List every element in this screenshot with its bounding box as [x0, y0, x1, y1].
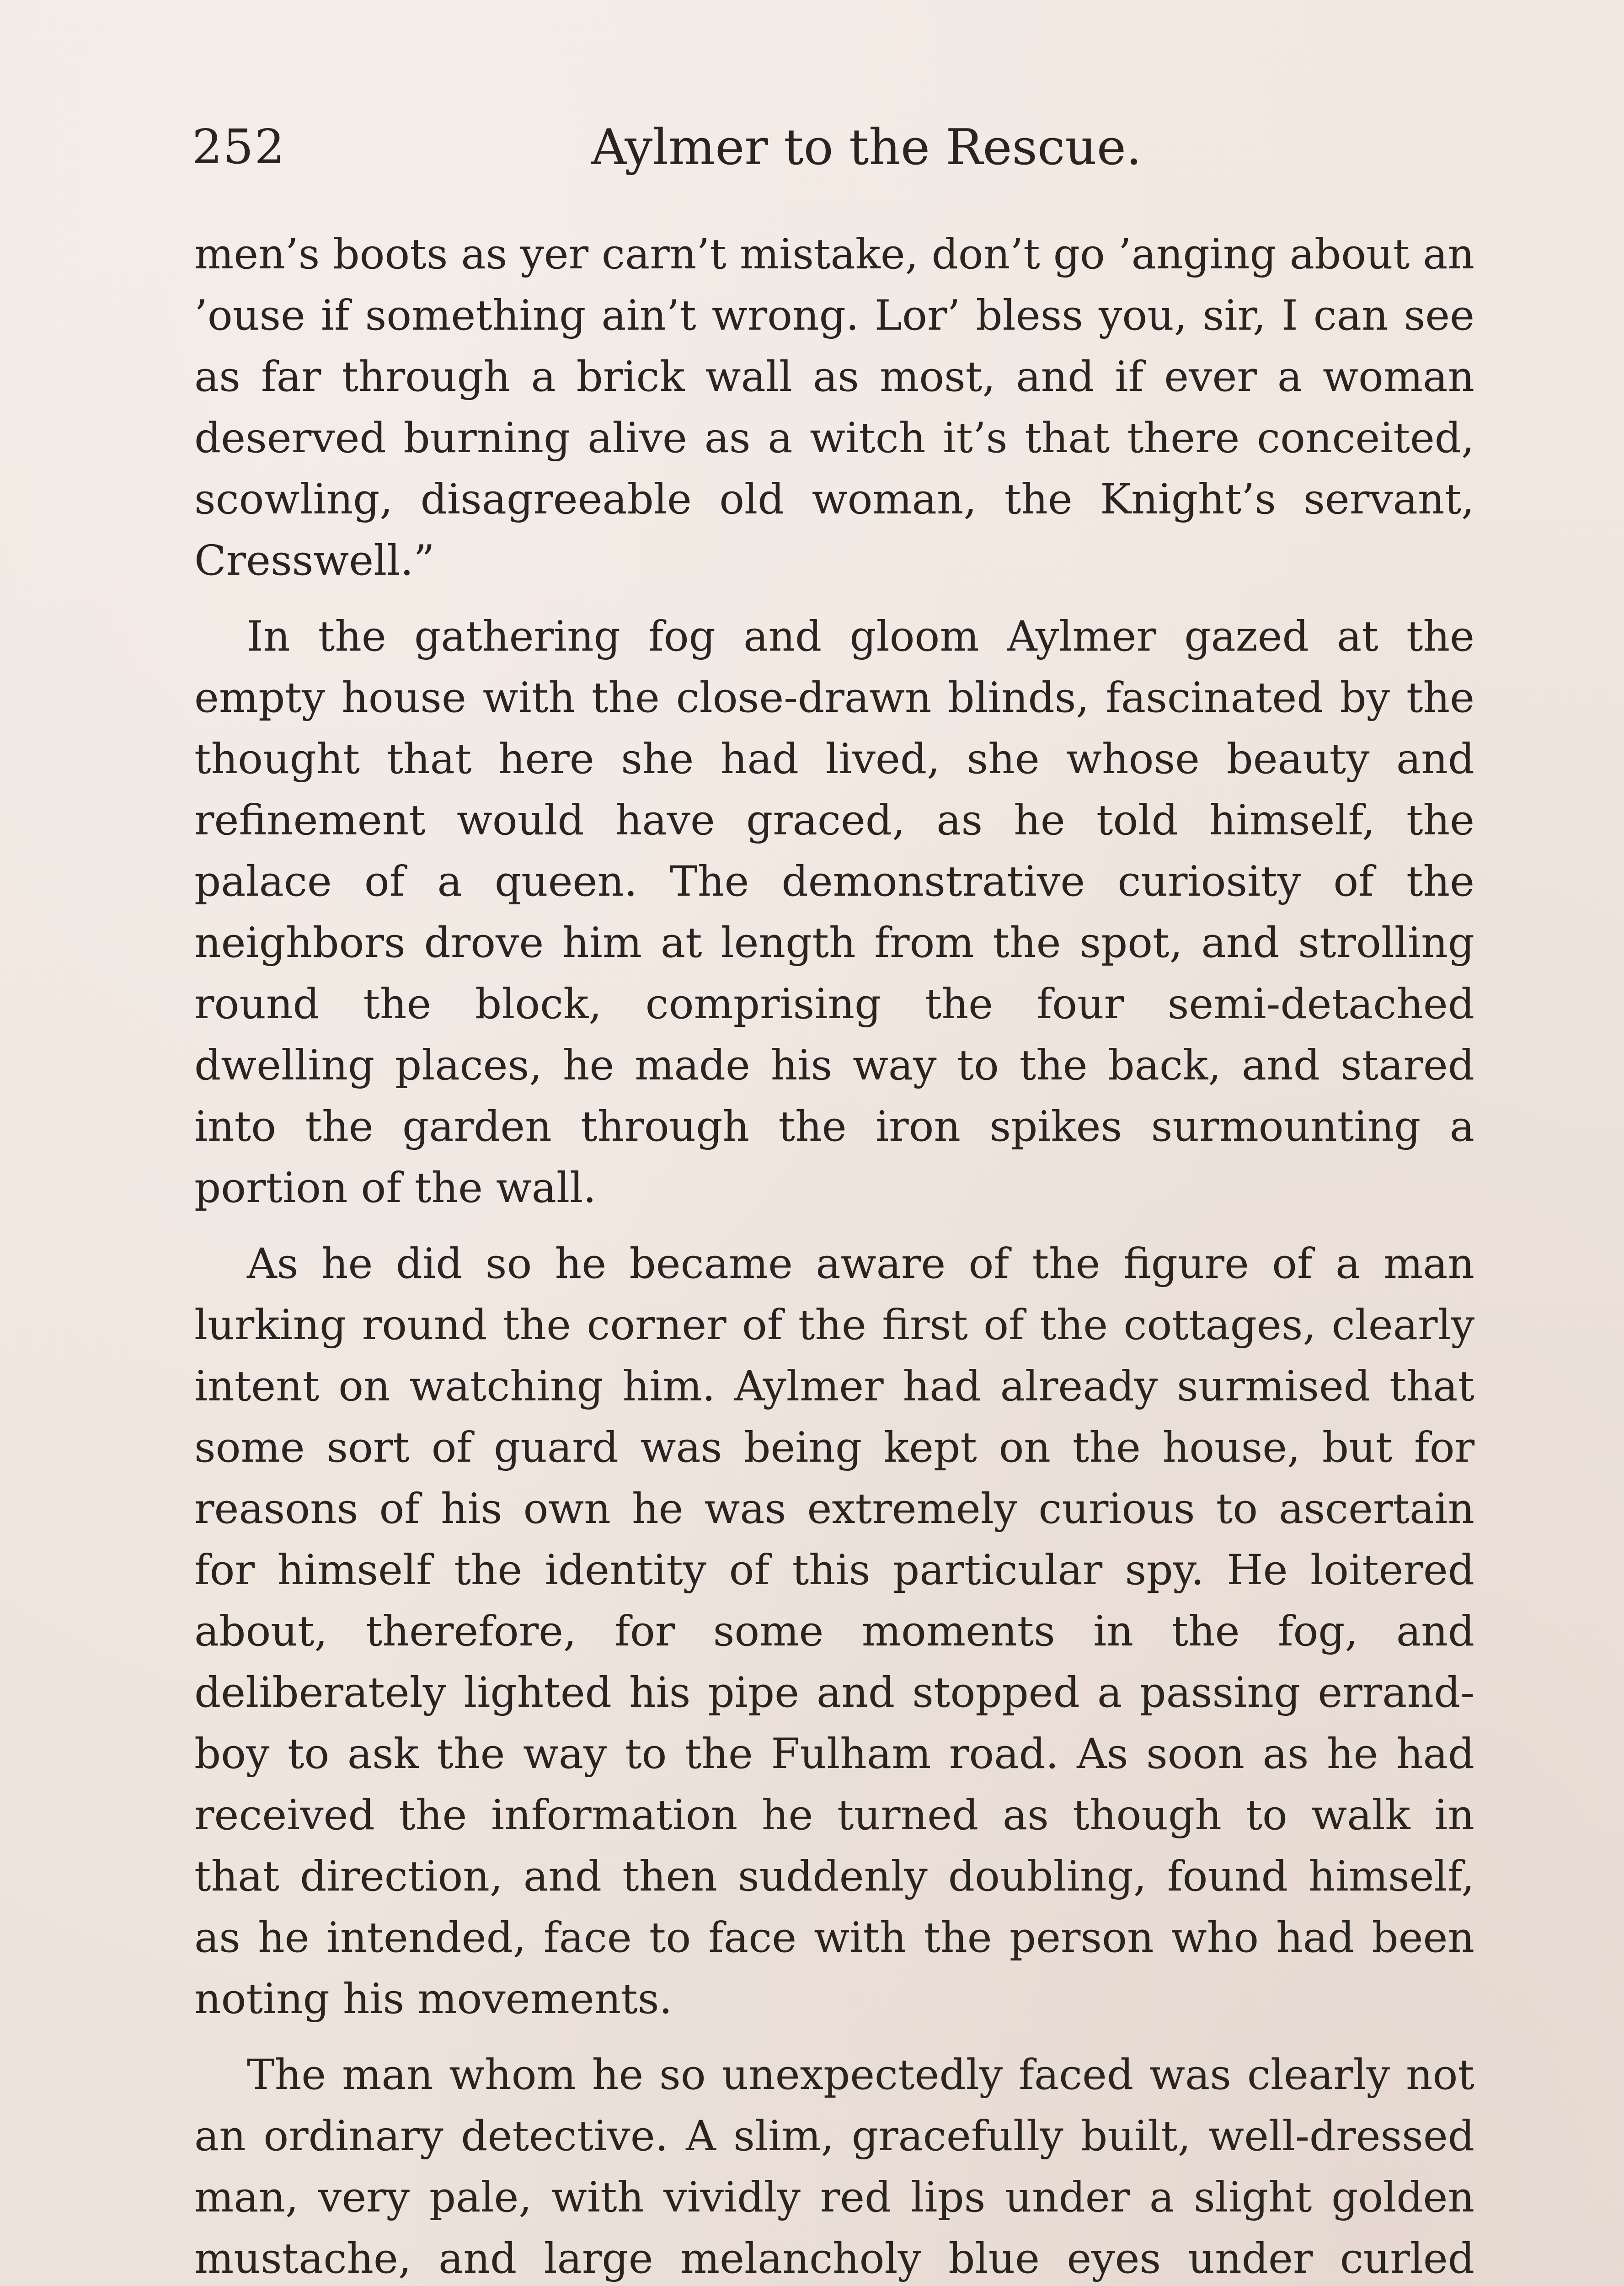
- page-number: 252: [192, 119, 286, 175]
- paragraph: men’s boots as yer carn’t mistake, don’t go ’anging about an ’ouse if something ain’t wrong. Lor’ bless you, sir, I can see as far through a brick wall as most, and if ever a woman deserved burning alive as a witch it’s that there conceited, scowling, disagreeable old woman, the Knight’s servant, Cresswell.”: [194, 230, 1474, 585]
- page-header: [192, 110, 1486, 201]
- paragraph: In the gathering fog and gloom Aylmer gazed at the empty house with the close-drawn blinds, fascinated by the thought that here she had lived, she whose beauty and refinement would have graced, as he told himself, the palace of a queen. The demonstrative curiosity of the neighbors drove him at length from the spot, and strolling round the block, comprising the four semi-detached dwelling places, he made his way to the back, and stared into the garden through the iron spikes surmounting a portion of the wall.: [194, 613, 1474, 1212]
- paragraph: As he did so he became aware of the figure of a man lurking round the corner of the first of the cottages, clearly intent on watching him. Aylmer had already surmised that some sort of guard was being kept on the house, but for reasons of his own he was extremely curious to ascertain for himself the identity of this particular spy. He loitered about, therefore, for some moments in the fog, and deliberately lighted his pipe and stopped a passing errand-boy to ask the way to the Fulham road. As soon as he had received the information he turned as though to walk in that direction, and then suddenly doubling, found himself, as he intended, face to face with the person who had been noting his movements.: [194, 1240, 1474, 2023]
- paragraph: The man whom he so unexpectedly faced was clearly not an ordinary detective. A slim, gracefully built, well-dressed man, very pale, with vividly red lips under a slight golden mustache, and large melancholy blue eyes under curled: [194, 2051, 1474, 2283]
- body-text: [194, 224, 1474, 2286]
- running-head: Aylmer to the Rescue.: [591, 119, 1142, 176]
